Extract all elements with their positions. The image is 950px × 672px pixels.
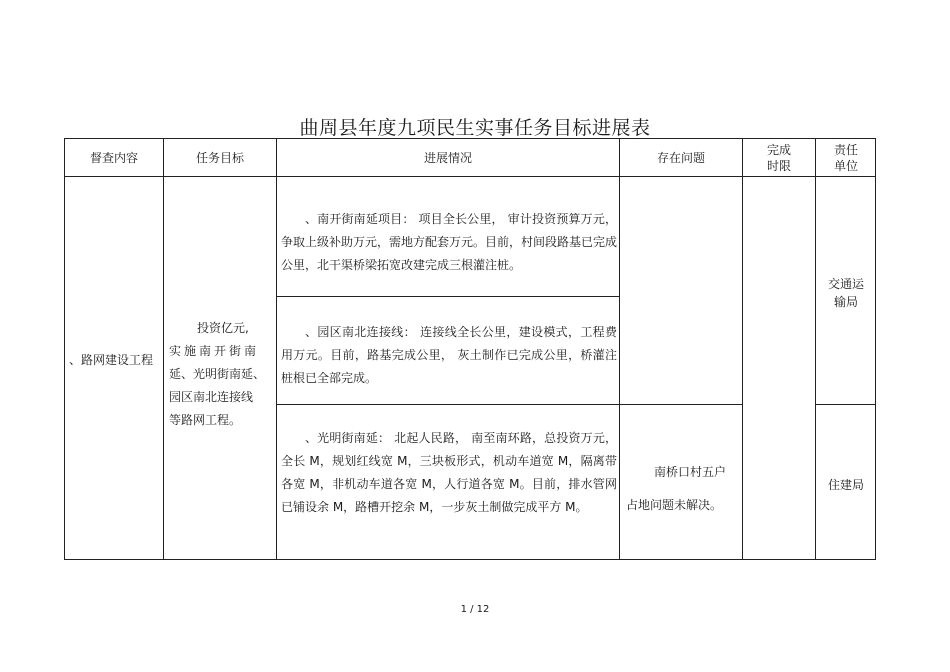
row-goal xyxy=(169,317,271,432)
problem-line: 占地问题未解决。 xyxy=(626,498,723,512)
progress-item: 、光明街南延： 北起人民路， 南至南环路，总投资万元，全长 M，规划红线宽 M，三块板形式，机动车道宽 M，隔离带各宽 M，非机动车道各宽 M，人行道各宽 M。目前，排水管网已铺设余 M，路槽开挖余 M，一步灰土制做完成平方 M。 xyxy=(281,431,617,514)
header-content: 督查内容 xyxy=(89,150,138,165)
goal-line: 实施南开街南 xyxy=(169,344,260,358)
goal-line: 等路网工程。 xyxy=(169,413,242,427)
goal-line: 延、光明街南延、 xyxy=(169,367,266,381)
header-problem: 存在问题 xyxy=(656,150,705,165)
progress-table xyxy=(64,138,876,560)
header-progress: 进展情况 xyxy=(423,150,472,165)
row-problem xyxy=(626,456,742,522)
goal-line: 园区南北连接线 xyxy=(169,390,254,404)
unit-top: 交通运 输局 xyxy=(827,277,864,309)
row-content: 、路网建设工程 xyxy=(69,353,154,367)
progress-item: 、南开街南延项目： 项目全长公里， 审计投资预算万元，争取上级补助万元，需地方配套万元。目前，村间段路基已完成公里，北干渠桥梁拓宽改建完成三根灌注桩。 xyxy=(281,212,618,272)
page-title: 曲周县年度九项民生实事任务目标进展表 xyxy=(299,117,651,139)
header-unit: 责任 单位 xyxy=(833,142,858,173)
header-goal: 任务目标 xyxy=(195,150,244,165)
problem-line: 南桥口村五户 xyxy=(654,465,727,479)
header-deadline: 完成 时限 xyxy=(766,142,791,173)
progress-item: 、园区南北连接线： 连接线全长公里，建设模式，工程费用万元。目前，路基完成公里， 灰土制作已完成公里，桥灌注桩根已全部完成。 xyxy=(281,325,617,385)
unit-bottom: 住建局 xyxy=(827,478,864,492)
page-number: 1 / 12 xyxy=(460,604,490,615)
goal-line: 投资亿元, xyxy=(197,321,249,335)
